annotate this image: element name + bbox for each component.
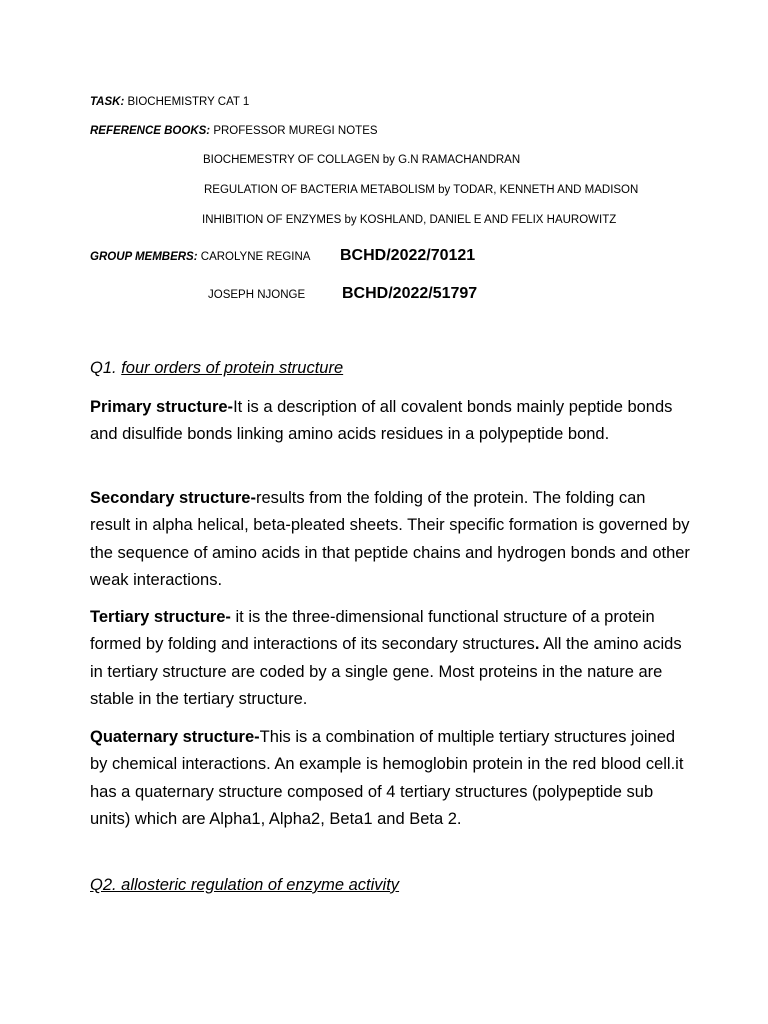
reference-book: BIOCHEMESTRY OF COLLAGEN by G.N RAMACHANDRAN [203,154,521,166]
task-line [90,95,249,109]
q2-title: Q2. allosteric regulation of enzyme activity [90,876,400,894]
primary-text: It is a description of all covalent bonds mainly peptide bonds and disulfide bonds linking amino acids residues in a polypeptide bond. [90,398,673,444]
tertiary-text-continued: All the amino acids in tertiary structure are coded by a single gene. Most proteins in the nature are stable in the tertiary structure. [90,635,682,709]
reference-book: INHIBITION OF ENZYMES by KOSHLAND, DANIEL E AND FELIX HAUROWITZ [202,214,617,226]
tertiary-term: Tertiary structure- [90,608,231,626]
reference-line [90,124,378,138]
primary-term: Primary structure- [90,398,234,416]
task-label: TASK: [90,96,125,108]
quaternary-structure-paragraph [90,724,690,834]
member-name: CAROLYNE REGINA [200,251,311,263]
member-reg-number: BCHD/2022/70121 [340,247,476,264]
member-reg-number: BCHD/2022/51797 [342,285,478,302]
primary-structure-paragraph [90,394,690,449]
q1-title: four orders of protein structure [121,359,344,377]
task-value: BIOCHEMISTRY CAT 1 [127,96,250,108]
member-name: JOSEPH NJONGE [208,289,306,301]
quaternary-text: This is a combination of multiple tertiary structures joined by chemical interactions. An example is hemoglobin protein in the red blood cell.it has a quaternary structure composed of 4 tertiary structures (polypeptide sub units) which are Alpha1, Alpha2, Beta1 and Beta 2. [90,728,684,829]
q1-number: Q1. [90,359,117,377]
secondary-structure-paragraph [90,485,690,595]
group-members-line [90,250,310,264]
group-members-label: GROUP MEMBERS: [90,251,198,263]
reference-label: REFERENCE BOOKS: [90,125,211,137]
secondary-text: results from the folding of the protein. The folding can result in alpha helical, beta-pleated sheets. Their specific formation is governed by the sequence of amino acids in that peptide chains and hydrogen bonds and other weak interactions. [90,489,690,590]
quaternary-term: Quaternary structure- [90,728,260,746]
tertiary-text: it is the three-dimensional functional structure of a protein formed by folding and interactions of its secondary structures [90,608,655,654]
q2-heading [90,874,399,896]
reference-book: PROFESSOR MUREGI NOTES [213,125,378,137]
reference-book: REGULATION OF BACTERIA METABOLISM by TODAR, KENNETH AND MADISON [204,184,639,196]
tertiary-period: . [534,635,540,654]
q1-heading [90,357,343,379]
secondary-term: Secondary structure- [90,489,256,507]
tertiary-structure-paragraph [90,604,690,714]
